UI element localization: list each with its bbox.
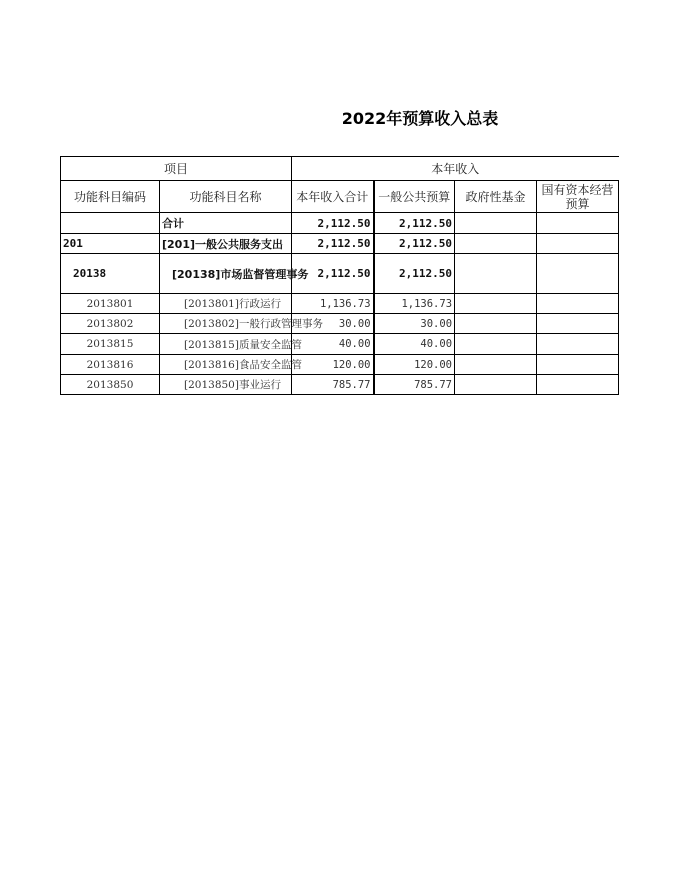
row-code: 20138: [61, 254, 160, 294]
page-title: 2022年预算收入总表: [341, 109, 499, 128]
table-row: [61, 254, 619, 294]
row-total: 30.00: [292, 314, 374, 334]
row-general: 2,112.50: [374, 234, 455, 254]
row-fund: [455, 254, 537, 294]
row-name: [2013850]事业运行: [160, 375, 292, 395]
row-total: 2,112.50: [292, 213, 374, 234]
row-name: [2013801]行政运行: [160, 294, 292, 314]
row-total: 120.00: [292, 355, 374, 375]
row-state: [537, 234, 619, 254]
header-total: 本年收入合计: [292, 181, 374, 213]
row-state: [537, 254, 619, 294]
row-general: 40.00: [374, 334, 455, 355]
row-state: [537, 355, 619, 375]
table-row: [61, 294, 619, 314]
header-column-row: [61, 181, 619, 213]
row-state: [537, 375, 619, 395]
row-fund: [455, 355, 537, 375]
header-fund: 政府性基金: [455, 181, 537, 213]
row-general: 2,112.50: [374, 254, 455, 294]
row-name: [2013802]一般行政管理事务: [160, 314, 292, 334]
header-name: 功能科目名称: [160, 181, 292, 213]
budget-income-table: [60, 156, 619, 395]
row-code: 201: [61, 234, 160, 254]
header-group-item: 项目: [61, 157, 292, 181]
row-fund: [455, 375, 537, 395]
header-group-row: [61, 157, 619, 181]
row-general: 30.00: [374, 314, 455, 334]
row-total: 40.00: [292, 334, 374, 355]
row-general: 120.00: [374, 355, 455, 375]
row-state: [537, 294, 619, 314]
row-total: 1,136.73: [292, 294, 374, 314]
row-state: [537, 213, 619, 234]
row-general: 1,136.73: [374, 294, 455, 314]
row-name: 合计: [160, 213, 292, 234]
table-row: [61, 355, 619, 375]
row-fund: [455, 213, 537, 234]
row-total: 785.77: [292, 375, 374, 395]
header-state-capital: 国有资本经营预算: [537, 181, 619, 213]
header-code: 功能科目编码: [61, 181, 160, 213]
row-total: 2,112.50: [292, 254, 374, 294]
row-name: [201]一般公共服务支出: [160, 234, 292, 254]
table-row: [61, 213, 619, 234]
row-code: 2013816: [61, 355, 160, 375]
row-general: 2,112.50: [374, 213, 455, 234]
table-row: [61, 314, 619, 334]
header-group-income: 本年收入: [292, 157, 619, 181]
row-code: [61, 213, 160, 234]
row-fund: [455, 234, 537, 254]
row-total: 2,112.50: [292, 234, 374, 254]
row-name: [2013816]食品安全监管: [160, 355, 292, 375]
table-row: [61, 234, 619, 254]
row-fund: [455, 334, 537, 355]
row-code: 2013802: [61, 314, 160, 334]
row-fund: [455, 314, 537, 334]
row-fund: [455, 294, 537, 314]
row-general: 785.77: [374, 375, 455, 395]
row-code: 2013850: [61, 375, 160, 395]
table-row: [61, 375, 619, 395]
row-name: [2013815]质量安全监管: [160, 334, 292, 355]
row-name: [20138]市场监督管理事务: [160, 254, 292, 294]
row-code: 2013801: [61, 294, 160, 314]
row-state: [537, 334, 619, 355]
header-general: 一般公共预算: [374, 181, 455, 213]
row-state: [537, 314, 619, 334]
row-code: 2013815: [61, 334, 160, 355]
table-row: [61, 334, 619, 355]
